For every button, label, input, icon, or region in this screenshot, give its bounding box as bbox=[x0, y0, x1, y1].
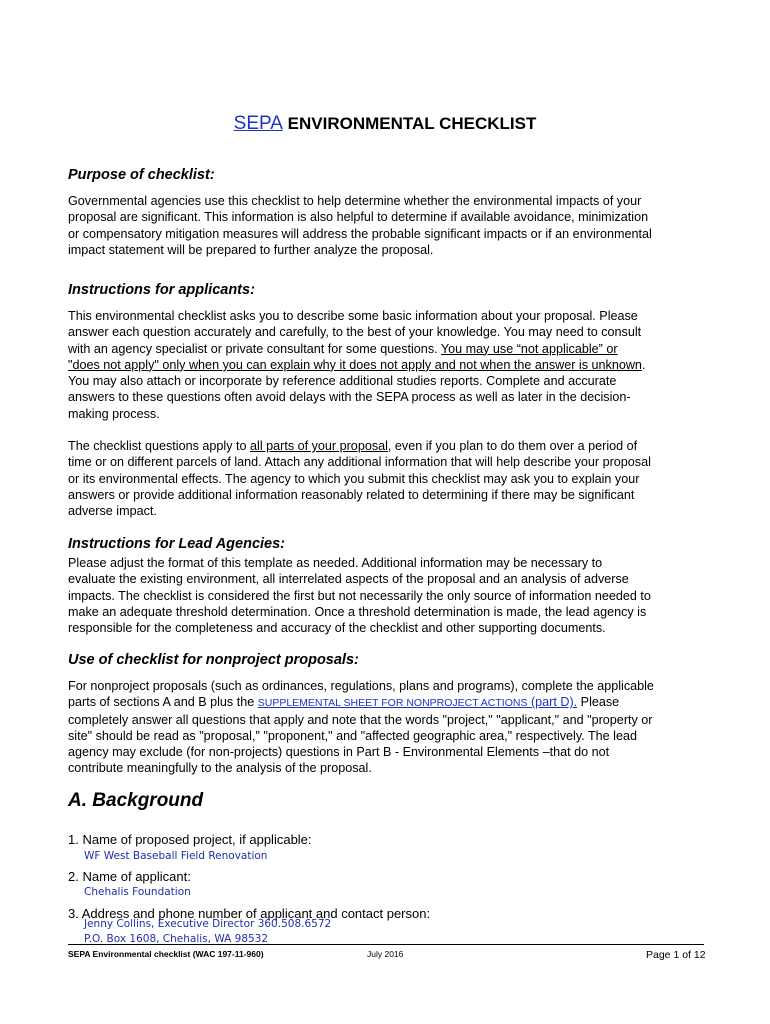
text-line: answers to these questions often avoid delays with the SEPA process as well as later in the decision- bbox=[68, 390, 631, 405]
text-line: For nonproject proposals (such as ordinances, regulations, plans and programs), complete the applicable bbox=[68, 679, 654, 693]
text-line bbox=[68, 438, 708, 454]
footer-divider bbox=[68, 944, 704, 945]
text-line bbox=[68, 341, 708, 357]
text-line: or compensatory mitigation measures will address the probable significant impacts or if an environmental bbox=[68, 226, 652, 241]
text-line: or its environmental effects. The agency to which you submit this checklist may ask you to explain your bbox=[68, 471, 640, 486]
answer-1[interactable]: WF West Baseball Field Renovation bbox=[84, 850, 268, 862]
text-line: responsible for the completeness and accuracy of the checklist and other supporting documents. bbox=[68, 621, 606, 636]
section-a-heading: A. Background bbox=[68, 790, 204, 811]
applicants-heading: Instructions for applicants: bbox=[68, 282, 255, 298]
title-text: ENVIRONMENTAL CHECKLIST bbox=[282, 114, 537, 133]
text-line: adverse impact. bbox=[68, 504, 157, 519]
text-line: Please adjust the format of this template as needed. Additional information may be necessary to bbox=[68, 556, 603, 570]
text-run: parts of sections A and B plus the bbox=[68, 695, 258, 710]
text-line: making process. bbox=[68, 406, 160, 421]
text-line: answers or provide additional information reasonably related to determining if there may be significant bbox=[68, 487, 635, 502]
text-line: impact statement will be prepared to further analyze the proposal. bbox=[68, 242, 434, 257]
text-line: This environmental checklist asks you to describe some basic information about your proposal. Please bbox=[68, 309, 638, 323]
question-3: 3. Address and phone number of applicant and contact person: bbox=[68, 906, 431, 921]
footer-date: July 2016 bbox=[367, 949, 404, 959]
text-line: You may also attach or incorporate by reference additional studies reports. Complete and accurate bbox=[68, 374, 617, 389]
purpose-paragraph bbox=[68, 193, 708, 258]
question-2: 2. Name of applicant: bbox=[68, 869, 191, 884]
text-line: make an adequate threshold determination. Once a threshold determination is made, the lead agency is bbox=[68, 604, 647, 619]
text-run: , even if you plan to do them over a period of bbox=[387, 439, 638, 453]
nonproject-paragraph bbox=[68, 678, 708, 777]
text-line: Governmental agencies use this checklist to help determine whether the environmental impacts of your bbox=[68, 194, 642, 208]
text-line: time or on different parcels of land. Attach any additional information that will help describe your proposal bbox=[68, 455, 651, 470]
text-run: The checklist questions apply to bbox=[68, 439, 251, 453]
footer-document-name: SEPA Environmental checklist (WAC 197-11-960) bbox=[68, 949, 264, 959]
text-line bbox=[68, 694, 708, 711]
text-run: . bbox=[641, 357, 646, 372]
purpose-heading: Purpose of checklist: bbox=[68, 167, 215, 183]
text-line: contribute meaningfully to the analysis of the proposal. bbox=[68, 761, 372, 776]
applicants-paragraph-1 bbox=[68, 308, 708, 422]
text-line: site" should be read as "proposal," "proponent," and "affected geographic area," respectively. The lead bbox=[68, 728, 637, 743]
sepa-link[interactable]: SEPA bbox=[233, 113, 283, 134]
page-title bbox=[0, 113, 770, 135]
text-line: answer each question accurately and carefully, to the best of your knowledge. You may need to consult bbox=[68, 325, 642, 340]
text-line: proposal are significant. This information is also helpful to determine if available avoidance, minimization bbox=[68, 210, 649, 225]
applicants-paragraph-2 bbox=[68, 438, 708, 519]
text-line: agency may exclude (for non-projects) questions in Part B - Environmental Elements –that do not bbox=[68, 745, 610, 760]
supplemental-sheet-link[interactable]: SUPPLEMENTAL SHEET FOR NONPROJECT ACTIONS bbox=[257, 697, 528, 710]
text-line: completely answer all questions that apply and note that the words "project," "applicant," and "property or bbox=[68, 712, 653, 727]
text-run: with an agency specialist or private consultant for some questions. bbox=[68, 341, 441, 356]
answer-3-line-2[interactable]: P.O. Box 1608, Chehalis, WA 98532 bbox=[84, 933, 269, 945]
answer-3-line-1[interactable]: Jenny Collins, Executive Director 360.508.6572 bbox=[84, 918, 332, 930]
lead-agencies-paragraph bbox=[68, 555, 708, 636]
underlined-text: "does not apply" only when you can explain why it does not apply and not when the answer is unknown bbox=[68, 357, 642, 372]
answer-2[interactable]: Chehalis Foundation bbox=[84, 886, 191, 898]
text-line: evaluate the existing environment, all interrelated aspects of the proposal and an analysis of adverse bbox=[68, 572, 629, 587]
part-d-link[interactable]: (part D). bbox=[527, 695, 578, 710]
nonproject-heading: Use of checklist for nonproject proposals: bbox=[68, 652, 359, 668]
text-line: impacts. The checklist is considered the first but not necessarily the only source of information needed to bbox=[68, 588, 651, 603]
text-run: Please bbox=[577, 695, 620, 710]
text-line bbox=[68, 357, 708, 373]
footer-page-number: Page 1 of 12 bbox=[646, 949, 706, 961]
question-1: 1. Name of proposed project, if applicable: bbox=[68, 832, 312, 847]
underlined-text: all parts of your proposal bbox=[250, 439, 388, 453]
underlined-text: You may use “not applicable” or bbox=[440, 341, 618, 356]
lead-agencies-heading: Instructions for Lead Agencies: bbox=[68, 536, 285, 552]
